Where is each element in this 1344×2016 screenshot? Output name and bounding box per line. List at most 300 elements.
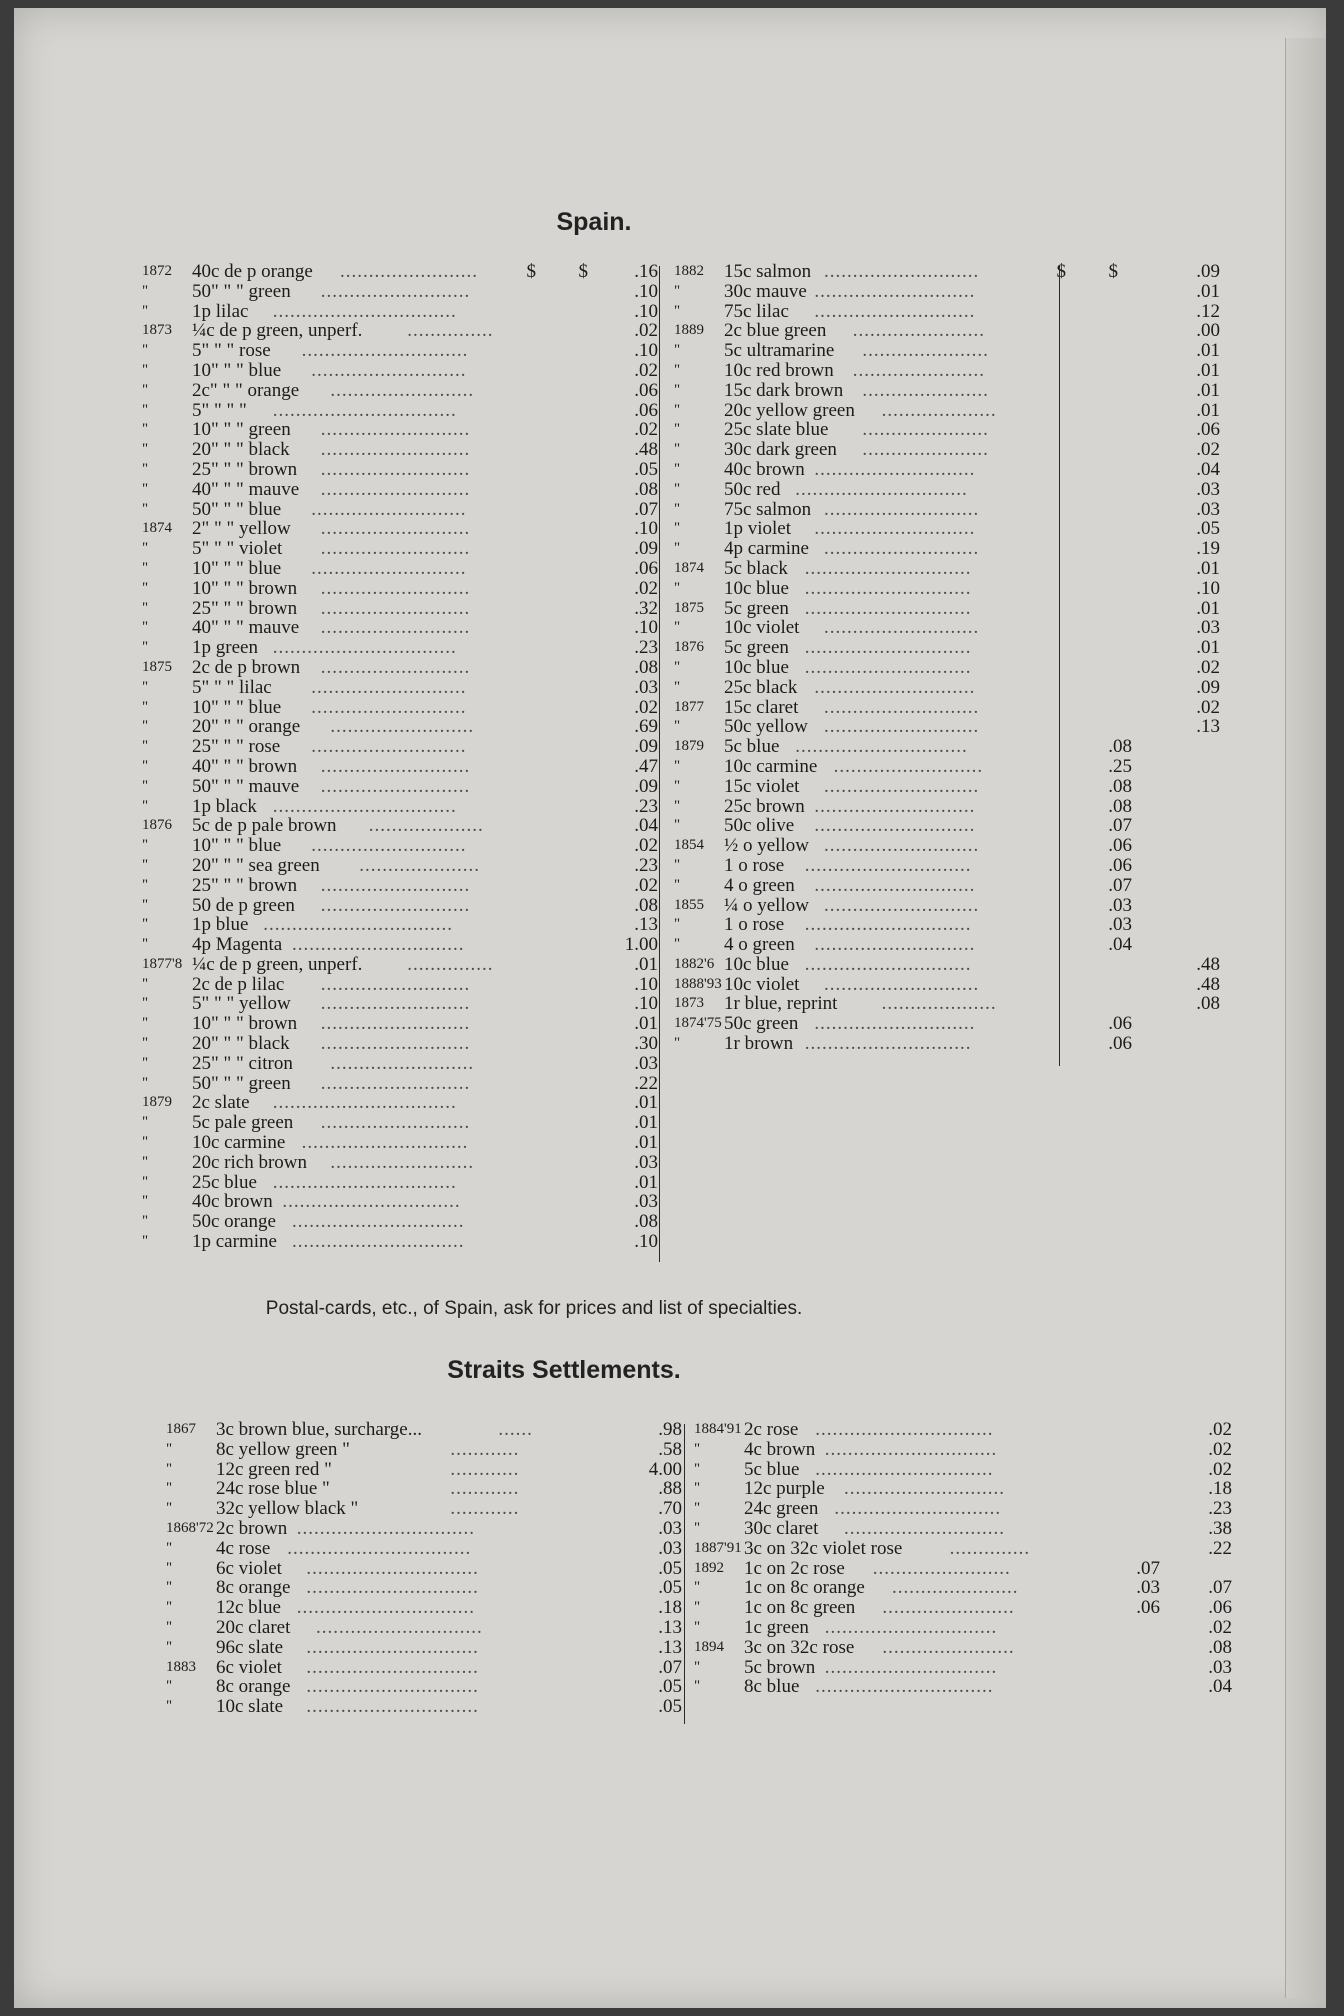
issue-year: " <box>142 599 149 616</box>
price-row <box>674 597 1220 619</box>
issue-year: 1883 <box>166 1658 196 1675</box>
stamp-description: 5" " " lilac <box>192 676 272 698</box>
issue-year: 1889 <box>674 322 704 339</box>
leader-dots: ........................... <box>824 973 980 995</box>
stamp-description: 5c green <box>724 597 789 619</box>
unused-price: .23 <box>634 795 658 817</box>
stamp-description: 4 o green <box>724 874 795 896</box>
price-row <box>142 1054 662 1074</box>
price-row <box>694 1656 1232 1678</box>
leader-dots: ................................ <box>272 795 457 817</box>
leader-dots: ........................... <box>824 538 980 560</box>
unused-price: .30 <box>634 1033 658 1055</box>
unused-price: .09 <box>634 736 658 758</box>
stamp-description: 20" " " black <box>192 439 290 461</box>
price-row <box>694 1478 1232 1500</box>
unused-price: .01 <box>634 1112 658 1134</box>
price-row <box>674 696 1220 718</box>
price-row <box>694 1676 1232 1698</box>
price-row <box>166 1499 686 1519</box>
price-row <box>142 618 662 638</box>
issue-year: " <box>694 1599 701 1616</box>
unused-price: .02 <box>1208 1419 1232 1440</box>
price-row <box>142 1232 662 1252</box>
stamp-description: 10" " " blue <box>192 696 282 718</box>
price-row <box>674 676 1220 698</box>
stamp-description: 6c violet <box>216 1656 282 1678</box>
leader-dots: ....................... <box>882 1636 1015 1658</box>
unused-price: .01 <box>1196 557 1220 579</box>
price-row <box>674 816 1194 836</box>
stamp-description: 2c brown <box>216 1517 288 1539</box>
stamp-description: 2c slate <box>192 1092 250 1114</box>
stamp-description: 5" " " yellow <box>192 993 291 1015</box>
issue-year: " <box>142 1114 149 1131</box>
stamp-description: 2c de p brown <box>192 656 301 678</box>
stamp-description: 4c brown <box>744 1438 816 1460</box>
leader-dots: ...................... <box>862 419 989 441</box>
price-row <box>142 896 662 916</box>
issue-year: " <box>166 1678 173 1695</box>
price-row <box>166 1539 686 1559</box>
price-row <box>142 539 662 559</box>
issue-year: " <box>674 718 681 735</box>
price-row <box>142 262 662 282</box>
price-row <box>166 1479 686 1499</box>
price-row <box>674 518 1220 540</box>
stamp-description: ¼c de p green, unperf. <box>192 953 363 975</box>
leader-dots: .......................... <box>320 617 471 639</box>
used-price: .06 <box>1108 854 1132 876</box>
stamp-description: 20c rich brown <box>192 1151 308 1173</box>
unused-price: .02 <box>1196 656 1220 678</box>
stamp-description: 30c claret <box>744 1517 819 1539</box>
stamp-description: 10c carmine <box>724 755 818 777</box>
unused-price: .23 <box>1208 1498 1232 1520</box>
unused-price: .02 <box>634 874 658 896</box>
price-row <box>674 876 1194 896</box>
issue-year: " <box>674 520 681 537</box>
stamp-description: 25" " " rose <box>192 736 281 758</box>
leader-dots: ............................ <box>814 280 976 302</box>
unused-price: .18 <box>658 1597 682 1619</box>
issue-year: " <box>674 1035 681 1052</box>
stamp-description: 50c olive <box>724 815 795 837</box>
issue-year: " <box>694 1460 701 1477</box>
issue-year: " <box>142 718 149 735</box>
stamp-description: 1 o rose <box>724 914 785 936</box>
leader-dots: ............................ <box>814 300 976 322</box>
unused-price: .06 <box>634 399 658 421</box>
price-row <box>674 498 1220 520</box>
leader-dots: ............................. <box>804 656 972 678</box>
leader-dots: ............................. <box>316 1616 483 1638</box>
issue-year: " <box>142 797 149 814</box>
unused-price: .02 <box>1208 1438 1232 1460</box>
price-row <box>674 797 1194 817</box>
unused-price: .23 <box>634 854 658 876</box>
leader-dots: ................................. <box>263 914 453 936</box>
leader-dots: ............................. <box>301 1132 469 1154</box>
leader-dots: ....................... <box>882 1597 1015 1619</box>
stamp-description: 1c on 8c green <box>744 1597 856 1619</box>
price-row <box>674 737 1194 757</box>
stamp-description: 12c purple <box>744 1478 825 1500</box>
price-row <box>142 1074 662 1094</box>
leader-dots: ............................ <box>814 934 976 956</box>
leader-dots: .......................... <box>320 1013 471 1035</box>
leader-dots: .......................... <box>320 518 471 540</box>
price-row <box>142 955 662 975</box>
issue-year: " <box>142 559 149 576</box>
stamp-description: 15c claret <box>724 696 799 718</box>
price-row <box>142 401 662 421</box>
unused-price: .48 <box>1196 973 1220 995</box>
issue-year: " <box>142 579 149 596</box>
used-price: .04 <box>1108 934 1132 956</box>
stamp-description: 32c yellow black " <box>216 1498 359 1520</box>
leader-dots: .......................... <box>320 577 471 599</box>
price-row <box>142 1153 662 1173</box>
stamp-description: 20" " " sea green <box>192 854 320 876</box>
unused-price: .13 <box>658 1616 682 1638</box>
price-row <box>142 420 662 440</box>
stamp-description: 50c red <box>724 478 781 500</box>
leader-dots: ............................ <box>814 1013 976 1035</box>
used-price: .08 <box>1108 795 1132 817</box>
leader-dots: ........................... <box>311 557 467 579</box>
leader-dots: ............ <box>450 1478 520 1500</box>
leader-dots: .......................... <box>320 973 471 995</box>
spain-right-divider <box>1059 266 1060 1066</box>
issue-year: 1894 <box>694 1638 724 1655</box>
issue-year: " <box>142 302 149 319</box>
stamp-description: 2c" " " orange <box>192 379 300 401</box>
leader-dots: ............................. <box>804 953 972 975</box>
issue-year: " <box>166 1599 173 1616</box>
unused-price: .19 <box>1196 538 1220 560</box>
stamp-description: 10c violet <box>724 617 800 639</box>
leader-dots: ................................ <box>272 399 457 421</box>
price-row <box>142 381 662 401</box>
stamp-description: 1p lilac <box>192 300 249 322</box>
price-row <box>674 399 1220 421</box>
issue-year: " <box>674 817 681 834</box>
issue-year: 1872 <box>142 263 172 279</box>
issue-year: 1868'72 <box>166 1519 214 1536</box>
issue-year: " <box>674 540 681 557</box>
leader-dots: .............................. <box>306 1557 479 1579</box>
issue-year: " <box>142 678 149 695</box>
stamp-description: 8c orange <box>216 1676 291 1698</box>
issue-year: " <box>694 1480 701 1497</box>
leader-dots: ........................... <box>824 835 980 857</box>
leader-dots: ........................... <box>311 498 467 520</box>
issue-year: " <box>674 619 681 636</box>
issue-year: " <box>166 1460 173 1477</box>
price-row <box>142 994 662 1014</box>
issue-year: " <box>142 1074 149 1091</box>
stamp-description: 2c blue green <box>724 320 827 342</box>
leader-dots: ............................... <box>296 1597 476 1619</box>
leader-dots: ........................... <box>824 716 980 738</box>
leader-dots: .......................... <box>320 419 471 441</box>
leader-dots: ............... <box>407 953 494 975</box>
stamp-description: 20" " " orange <box>192 716 301 738</box>
stamp-description: 10" " " blue <box>192 359 282 381</box>
unused-price: .03 <box>634 1151 658 1173</box>
issue-year: " <box>142 1035 149 1052</box>
price-row <box>142 975 662 995</box>
issue-year: " <box>142 1134 149 1151</box>
leader-dots: .............................. <box>306 1656 479 1678</box>
price-row <box>142 1173 662 1193</box>
price-row <box>166 1677 686 1697</box>
unused-price: .16 <box>634 261 658 282</box>
leader-dots: .......................... <box>320 597 471 619</box>
unused-price: .06 <box>634 557 658 579</box>
issue-year: " <box>166 1638 173 1655</box>
issue-year: " <box>142 698 149 715</box>
stamp-description: 10c red brown <box>724 359 834 381</box>
price-row <box>142 321 662 341</box>
issue-year: " <box>674 856 681 873</box>
stamp-description: 5" " " violet <box>192 538 283 560</box>
issue-year: " <box>142 837 149 854</box>
unused-price: .48 <box>634 439 658 461</box>
leader-dots: ......................... <box>330 716 475 738</box>
unused-price: .02 <box>1208 1458 1232 1480</box>
issue-year: " <box>142 639 149 656</box>
price-row <box>166 1460 686 1480</box>
unused-price: .01 <box>634 1092 658 1114</box>
issue-year: 1874'75 <box>674 1015 722 1032</box>
leader-dots: ......................... <box>330 1151 475 1173</box>
leader-dots: ............................ <box>814 874 976 896</box>
stamp-description: 25c slate blue <box>724 419 829 441</box>
stamp-description: 10c slate <box>216 1696 284 1718</box>
price-row <box>142 658 662 678</box>
issue-year: " <box>142 1233 149 1250</box>
leader-dots: ............................ <box>844 1517 1005 1539</box>
unused-price: 4.00 <box>648 1458 682 1480</box>
stamp-description: 10" " " blue <box>192 835 282 857</box>
price-row <box>674 557 1220 579</box>
stamp-description: 3c on 32c rose <box>744 1636 855 1658</box>
used-price: .08 <box>1108 775 1132 797</box>
leader-dots: ............................... <box>815 1458 994 1480</box>
issue-year: " <box>142 500 149 517</box>
price-row <box>142 836 662 856</box>
price-row <box>142 856 662 876</box>
unused-price: .05 <box>634 458 658 480</box>
issue-year: " <box>166 1698 173 1715</box>
issue-year: " <box>142 1193 149 1210</box>
stamp-description: 24c green <box>744 1498 819 1520</box>
issue-year: 1855 <box>674 896 704 913</box>
leader-dots: ........................... <box>824 261 980 282</box>
price-row <box>142 579 662 599</box>
price-row <box>166 1697 686 1717</box>
issue-year: 1888'93 <box>674 975 722 992</box>
issue-year: 1874 <box>674 559 704 576</box>
unused-price: .10 <box>634 300 658 322</box>
unused-price: .10 <box>634 340 658 362</box>
issue-year: 1876 <box>142 817 172 834</box>
issue-year: 1874 <box>142 520 172 537</box>
unused-price: .03 <box>634 1191 658 1213</box>
stamp-description: 1 o rose <box>724 854 785 876</box>
issue-year: " <box>142 342 149 359</box>
price-row <box>142 282 662 302</box>
leader-dots: ............................... <box>296 1517 476 1539</box>
leader-dots: ............................. <box>804 577 972 599</box>
issue-year: " <box>694 1678 701 1695</box>
issue-year: 1876 <box>674 639 704 656</box>
leader-dots: .......................... <box>320 478 471 500</box>
straits-heading: Straits Settlements. <box>447 1356 681 1384</box>
price-row <box>166 1420 686 1440</box>
leader-dots: ................................ <box>272 637 457 659</box>
leader-dots: .......................... <box>320 439 471 461</box>
stamp-description: 10" " " brown <box>192 1013 298 1035</box>
price-row <box>166 1618 686 1638</box>
stamp-description: 40" " " mauve <box>192 478 300 500</box>
stamp-description: 50" " " green <box>192 1072 291 1094</box>
price-row <box>142 361 662 381</box>
issue-year: " <box>142 480 149 497</box>
issue-year: " <box>674 579 681 596</box>
unused-price: .02 <box>634 696 658 718</box>
unused-price: .32 <box>634 597 658 619</box>
unused-price: .07 <box>634 498 658 520</box>
unused-price: .10 <box>634 617 658 639</box>
leader-dots: ................................ <box>272 300 457 322</box>
leader-dots: ............................. <box>804 1033 972 1055</box>
price-row <box>674 340 1220 362</box>
used-price: .07 <box>1108 815 1132 837</box>
dollar-sign: $ <box>1108 261 1118 282</box>
price-row <box>166 1598 686 1618</box>
unused-price: .08 <box>1196 993 1220 1015</box>
unused-price: .09 <box>1196 676 1220 698</box>
price-row <box>674 577 1220 599</box>
stamp-description: 25" " " citron <box>192 1052 293 1074</box>
price-row <box>694 1537 1232 1559</box>
unused-price: .06 <box>1196 419 1220 441</box>
unused-price: .01 <box>1196 359 1220 381</box>
unused-price: .22 <box>634 1072 658 1094</box>
used-price: .03 <box>1136 1577 1160 1599</box>
leader-dots: ........................... <box>824 775 980 797</box>
issue-year: " <box>142 441 149 458</box>
price-row <box>166 1578 686 1598</box>
unused-price: .12 <box>1196 300 1220 322</box>
unused-price: .58 <box>658 1438 682 1460</box>
page-edge <box>1285 38 1326 1998</box>
issue-year: " <box>166 1500 173 1517</box>
unused-price: .47 <box>634 755 658 777</box>
unused-price: .02 <box>1208 1616 1232 1638</box>
unused-price: .06 <box>634 379 658 401</box>
price-row <box>142 638 662 658</box>
spain-right-column <box>674 261 1220 1055</box>
unused-price: .02 <box>634 359 658 381</box>
stamp-description: 1c on 2c rose <box>744 1557 845 1579</box>
stamp-description: 12c blue <box>216 1597 281 1619</box>
stamp-description: 5c black <box>724 557 788 579</box>
price-row <box>674 439 1220 461</box>
issue-year: " <box>674 421 681 438</box>
dollar-sign: $ <box>526 261 536 282</box>
issue-year: 1873 <box>142 322 172 339</box>
unused-price: .08 <box>1208 1636 1232 1658</box>
used-price: .25 <box>1108 755 1132 777</box>
price-row <box>694 1438 1232 1460</box>
spain-heading: Spain. <box>556 208 632 236</box>
stamp-description: 1r brown <box>724 1033 794 1055</box>
price-row <box>694 1517 1232 1539</box>
unused-price: .10 <box>634 518 658 540</box>
leader-dots: ........................... <box>311 696 467 718</box>
stamp-description: 50c green <box>724 1013 799 1035</box>
used-price: .06 <box>1108 1033 1132 1055</box>
leader-dots: .............................. <box>292 934 465 956</box>
leader-dots: ........................ <box>340 261 478 282</box>
unused-price: 1.00 <box>624 934 658 956</box>
stamp-description: 75c lilac <box>724 300 789 322</box>
issue-year: 1882 <box>674 263 704 279</box>
unused-price: .08 <box>634 656 658 678</box>
price-row <box>142 1133 662 1153</box>
leader-dots: ............... <box>407 320 494 342</box>
issue-year: 1877 <box>674 698 704 715</box>
stamp-description: 10" " " brown <box>192 577 298 599</box>
unused-price: .02 <box>1196 696 1220 718</box>
stamp-description: 25" " " brown <box>192 597 298 619</box>
price-row <box>166 1559 686 1579</box>
unused-price: .03 <box>658 1517 682 1539</box>
issue-year: " <box>674 916 681 933</box>
price-row <box>142 935 662 955</box>
unused-price: .48 <box>1196 953 1220 975</box>
used-price: .06 <box>1108 1013 1132 1035</box>
stamp-description: 10c carmine <box>192 1132 286 1154</box>
price-row <box>694 1597 1232 1619</box>
leader-dots: ............................ <box>814 795 976 817</box>
leader-dots: ............................. <box>834 1498 1002 1520</box>
unused-price: .13 <box>658 1636 682 1658</box>
issue-year: " <box>166 1440 173 1457</box>
unused-price: .02 <box>1196 439 1220 461</box>
stamp-description: 1p blue <box>192 914 249 936</box>
issue-year: " <box>674 282 681 299</box>
leader-dots: .......................... <box>320 775 471 797</box>
leader-dots: ........................... <box>311 736 467 758</box>
issue-year: " <box>674 757 681 774</box>
price-row <box>142 500 662 520</box>
unused-price: .01 <box>1196 597 1220 619</box>
issue-year: " <box>142 757 149 774</box>
unused-price: .88 <box>658 1478 682 1500</box>
stamp-description: 40" " " brown <box>192 755 298 777</box>
unused-price: .01 <box>634 1013 658 1035</box>
leader-dots: ............................ <box>814 458 976 480</box>
unused-price: .02 <box>634 419 658 441</box>
spain-left-column <box>142 262 662 1252</box>
unused-price: .06 <box>1208 1597 1232 1619</box>
leader-dots: ......................... <box>330 379 475 401</box>
